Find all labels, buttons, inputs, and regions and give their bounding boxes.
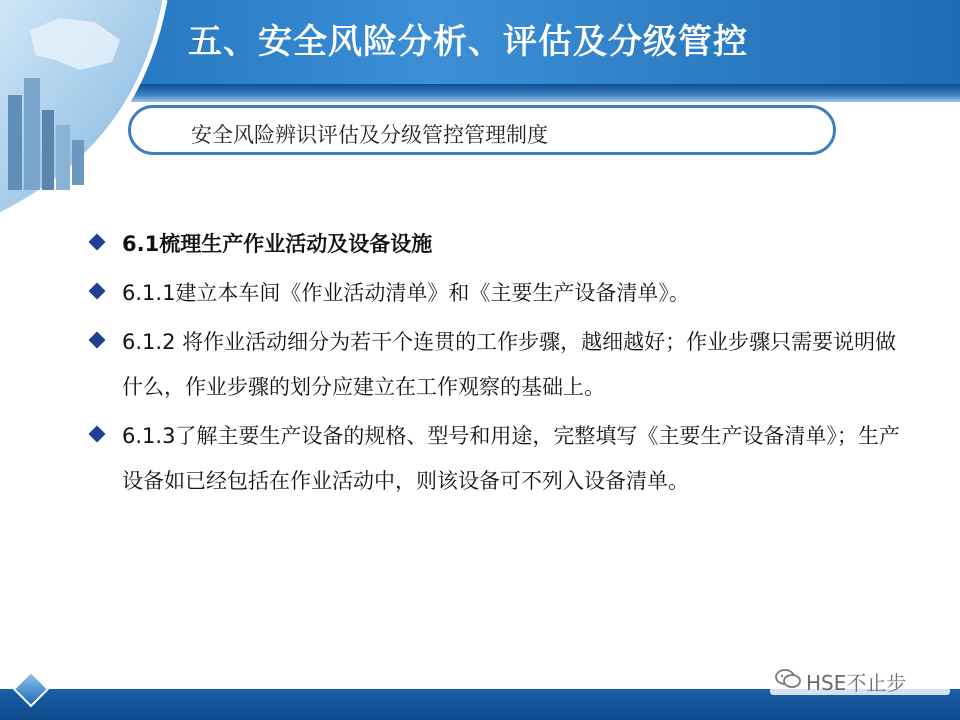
subtitle-pill (128, 105, 836, 155)
bullet-text: 6.1梳理生产作业活动及设备设施 (122, 232, 433, 256)
watermark (770, 663, 950, 695)
bullet-list (88, 222, 908, 508)
bullet-text: 6.1.2 将作业活动细分为若干个连贯的工作步骤，越细越好；作业步骤只需要说明做什么，作业步骤的划分应建立在工作观察的基础上。 (122, 330, 897, 399)
diamond-bullet-icon (89, 234, 106, 251)
diamond-bullet-icon (89, 332, 106, 349)
diamond-bullet-icon (89, 283, 106, 300)
diamond-bullet-icon (89, 426, 106, 443)
bullet-item (88, 222, 908, 267)
bullet-text: 6.1.3了解主要生产设备的规格、型号和用途，完整填写《主要生产设备清单》；生产设备如已经包括在作业活动中，则该设备可不列入设备清单。 (122, 424, 900, 493)
page-title: 五、安全风险分析、评估及分级管控 (188, 22, 748, 62)
bullet-item (88, 320, 908, 410)
subtitle-text: 安全风险辨识评估及分级管控管理制度 (191, 123, 548, 147)
bullet-item (88, 271, 908, 316)
bullet-item (88, 414, 908, 504)
watermark-text: HSE不止步 (806, 671, 907, 695)
wechat-icon (774, 668, 802, 690)
bullet-text: 6.1.1建立本车间《作业活动清单》和《主要生产设备清单》。 (122, 281, 690, 305)
